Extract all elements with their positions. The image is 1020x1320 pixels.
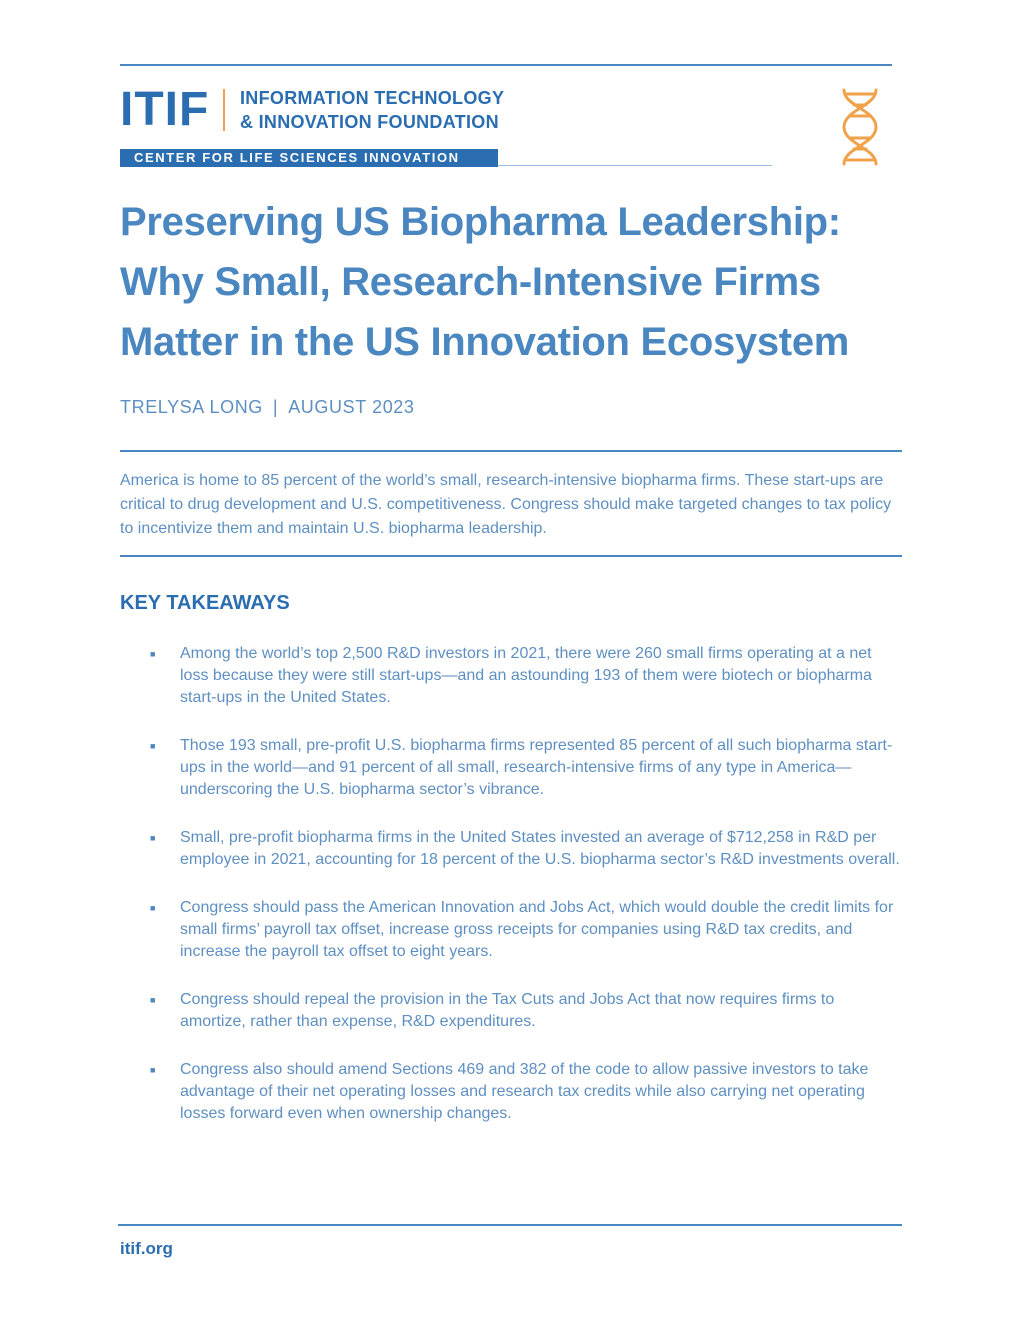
- takeaway-text: Congress should repeal the provision in the Tax Cuts and Jobs Act that now requires firms to amortize, rather than expense, R&D expenditures.: [180, 991, 835, 1030]
- summary-top-rule: [120, 450, 902, 452]
- square-bullet-icon: ■: [150, 833, 156, 843]
- takeaway-text: Those 193 small, pre-profit U.S. biopharma firms represented 85 percent of all such biopharma start-ups in the world—and 91 percent of all small, research-intensive firms of any type in America—underscoring the U.S. biopharma sector’s vibrance.: [180, 737, 893, 798]
- key-takeaways-heading: KEY TAKEAWAYS: [120, 592, 290, 614]
- author-name: TRELYSA LONG: [120, 397, 263, 417]
- square-bullet-icon: ■: [150, 649, 156, 659]
- itif-logo[interactable]: [120, 83, 505, 169]
- takeaway-text: Among the world’s top 2,500 R&D investors in 2021, there were 260 small firms operating at a net loss because they were still start-ups—and an astounding 193 of them were biotech or biopharma start-ups in the United States.: [180, 645, 872, 706]
- header-band-rule: [498, 165, 772, 166]
- takeaway-item: [150, 897, 902, 963]
- square-bullet-icon: ■: [150, 1065, 156, 1075]
- footer-site-link[interactable]: itif.org: [120, 1239, 173, 1258]
- takeaway-item: [150, 643, 902, 709]
- takeaway-text: Congress also should amend Sections 469 and 382 of the code to allow passive investors to take advantage of their net operating losses and research tax credits while also carrying net operating losses forward even when ownership changes.: [180, 1061, 869, 1122]
- logo-divider: [223, 89, 225, 131]
- takeaway-item: [150, 989, 902, 1033]
- document-title: Preserving US Biopharma Leadership: Why Small, Research-Intensive Firms Matter in the US Innovation Ecosystem: [120, 200, 850, 364]
- summary-bottom-rule: [120, 555, 902, 557]
- key-takeaways-list: [150, 643, 902, 1151]
- square-bullet-icon: ■: [150, 903, 156, 913]
- center-name-band: CENTER FOR LIFE SCIENCES INNOVATION: [120, 149, 498, 167]
- byline-separator: |: [272, 397, 279, 417]
- byline: [120, 396, 415, 418]
- takeaway-item: [150, 1059, 902, 1125]
- summary-paragraph: America is home to 85 percent of the world’s small, research-intensive biopharma firms. These start-ups are critical to drug development and U.S. competitiveness. Congress should make targeted changes to tax policy to incentivize them and maintain U.S. biopharma leadership.: [120, 472, 892, 537]
- org-name-line1: INFORMATION TECHNOLOGY: [240, 88, 505, 108]
- header-top-rule: [120, 64, 892, 66]
- takeaway-text: Small, pre-profit biopharma firms in the United States invested an average of $712,258 in R&D per employee in 2021, accounting for 18 percent of the U.S. biopharma sector’s R&D investments overall.: [180, 829, 900, 868]
- takeaway-item: [150, 827, 902, 871]
- footer-rule: [118, 1224, 902, 1226]
- square-bullet-icon: ■: [150, 741, 156, 751]
- org-name-line2: & INNOVATION FOUNDATION: [240, 112, 499, 132]
- publication-date: AUGUST 2023: [288, 397, 415, 417]
- square-bullet-icon: ■: [150, 995, 156, 1005]
- takeaway-text: Congress should pass the American Innovation and Jobs Act, which would double the credit limits for small firms’ payroll tax offset, increase gross receipts for companies using R&D tax credits, and increase the payroll tax offset to eight years.: [180, 899, 894, 960]
- dna-helix-icon: [838, 88, 882, 166]
- takeaway-item: [150, 735, 902, 801]
- logo-wordmark: ITIF: [120, 83, 210, 136]
